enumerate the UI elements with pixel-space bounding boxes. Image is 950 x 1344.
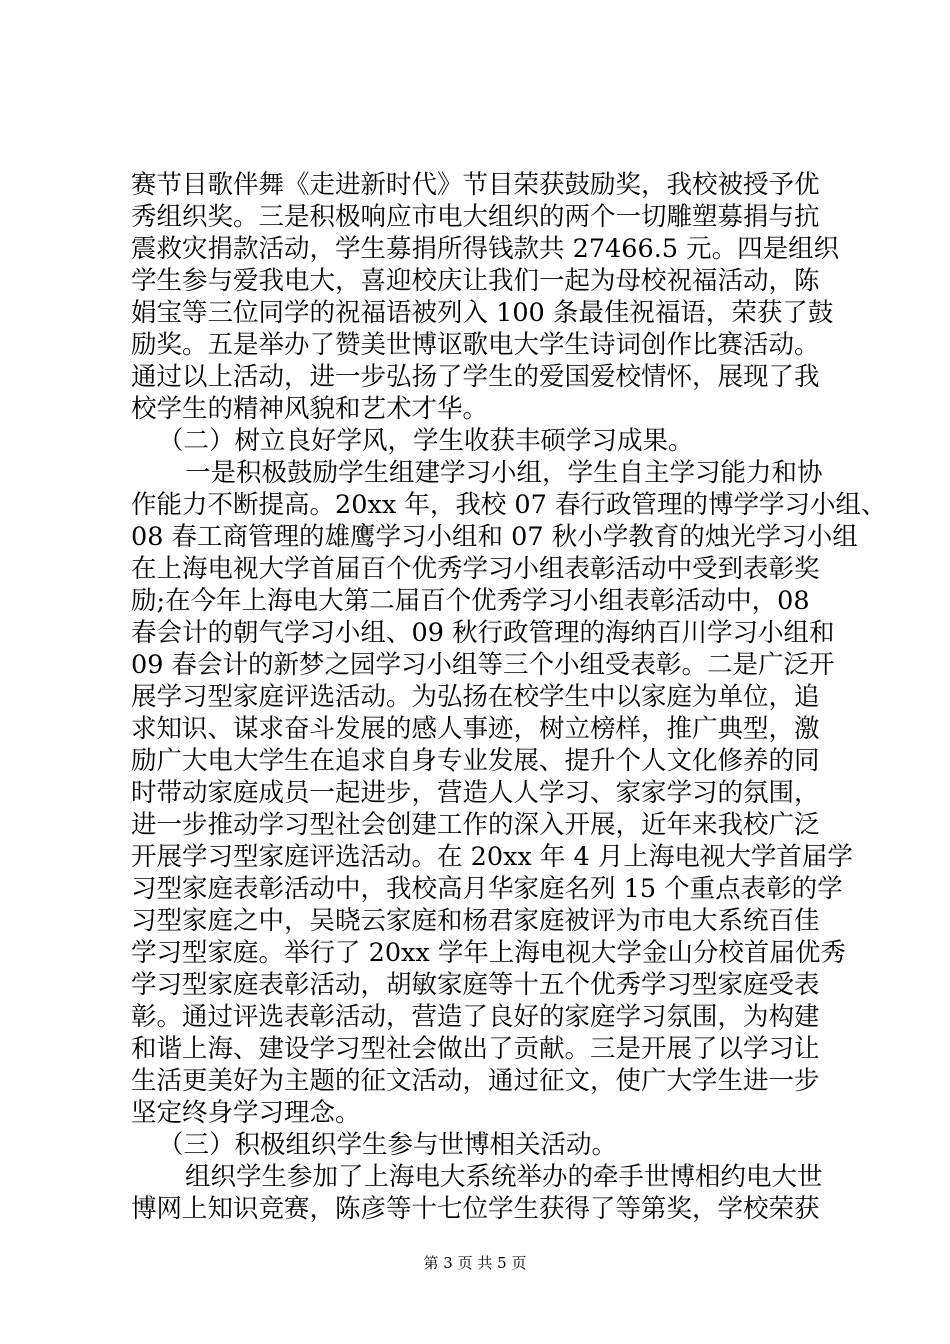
text-line: 学习型家庭。举行了 20xx 学年上海电视大学金山分校首届优秀: [131, 938, 846, 968]
text-line: 通过以上活动，进一步弘扬了学生的爱国爱校情怀，展现了我: [131, 362, 820, 392]
text-line: 娟宝等三位同学的祝福语被列入 100 条最佳祝福语，荣获了鼓: [131, 298, 834, 328]
text-line: 励广大电大学生在追求自身专业发展、提升个人文化修养的同: [131, 746, 820, 776]
paragraph-first-line: 一是积极鼓励学生组建学习小组，学生自主学习能力和协: [185, 458, 823, 488]
text-line: 学习型家庭表彰活动，胡敏家庭等十五个优秀学习型家庭受表: [131, 970, 820, 1000]
text-line: 励奖。五是举办了赞美世博讴歌电大学生诗词创作比赛活动。: [131, 330, 820, 360]
section-heading: （三）积极组织学生参与世博相关活动。: [158, 1130, 618, 1160]
text-line: 秀组织奖。三是积极响应市电大组织的两个一切雕塑募捐与抗: [131, 202, 820, 232]
text-line: 坚定终身学习理念。: [131, 1098, 361, 1128]
text-line: 求知识、谋求奋斗发展的感人事迹，树立榜样，推广典型，激: [131, 714, 820, 744]
text-line: 在上海电视大学首届百个优秀学习小组表彰活动中受到表彰奖: [131, 554, 820, 584]
text-line: 校学生的精神风貌和艺术才华。: [131, 394, 489, 424]
text-line: 作能力不断提高。20xx 年，我校 07 春行政管理的博学学习小组、: [131, 490, 887, 520]
text-line: 时带动家庭成员一起进步，营造人人学习、家家学习的氛围，: [131, 778, 820, 808]
paragraph-first-line: 组织学生参加了上海电大系统举办的牵手世博相约电大世: [185, 1162, 823, 1192]
text-line: 彰。通过评选表彰活动，营造了良好的家庭学习氛围，为构建: [131, 1002, 820, 1032]
text-line: 开展学习型家庭评选活动。在 20xx 年 4 月上海电视大学首届学: [131, 842, 853, 872]
text-line: 励;在今年上海电大第二届百个优秀学习小组表彰活动中，08: [131, 586, 810, 616]
text-line: 学生参与爱我电大，喜迎校庆让我们一起为母校祝福活动，陈: [131, 266, 820, 296]
text-line: 赛节目歌伴舞《走进新时代》节目荣获鼓励奖，我校被授予优: [131, 170, 820, 200]
text-line: 和谐上海、建设学习型社会做出了贡献。三是开展了以学习让: [131, 1034, 820, 1064]
text-line: 进一步推动学习型社会创建工作的深入开展，近年来我校广泛: [131, 810, 820, 840]
text-line: 震救灾捐款活动，学生募捐所得钱款共 27466.5 元。四是组织: [131, 234, 840, 264]
text-line: 习型家庭之中，吴晓云家庭和杨君家庭被评为市电大系统百佳: [131, 906, 820, 936]
section-heading: （二）树立良好学风，学生收获丰硕学习成果。: [158, 426, 694, 456]
text-line: 09 春会计的新梦之园学习小组等三个小组受表彰。二是广泛开: [131, 650, 835, 680]
text-line: 习型家庭表彰活动中，我校高月华家庭名列 15 个重点表彰的学: [131, 874, 843, 904]
text-line: 春会计的朝气学习小组、09 秋行政管理的海纳百川学习小组和: [131, 618, 835, 648]
text-line: 08 春工商管理的雄鹰学习小组和 07 秋小学教育的烛光学习小组: [131, 522, 858, 552]
page-number-footer: 第 3 页 共 5 页: [423, 1254, 527, 1272]
text-line: 生活更美好为主题的征文活动，通过征文，使广大学生进一步: [131, 1066, 820, 1096]
text-line: 展学习型家庭评选活动。为弘扬在校学生中以家庭为单位，追: [131, 682, 820, 712]
text-line: 博网上知识竞赛，陈彦等十七位学生获得了等第奖，学校荣获: [131, 1194, 820, 1224]
